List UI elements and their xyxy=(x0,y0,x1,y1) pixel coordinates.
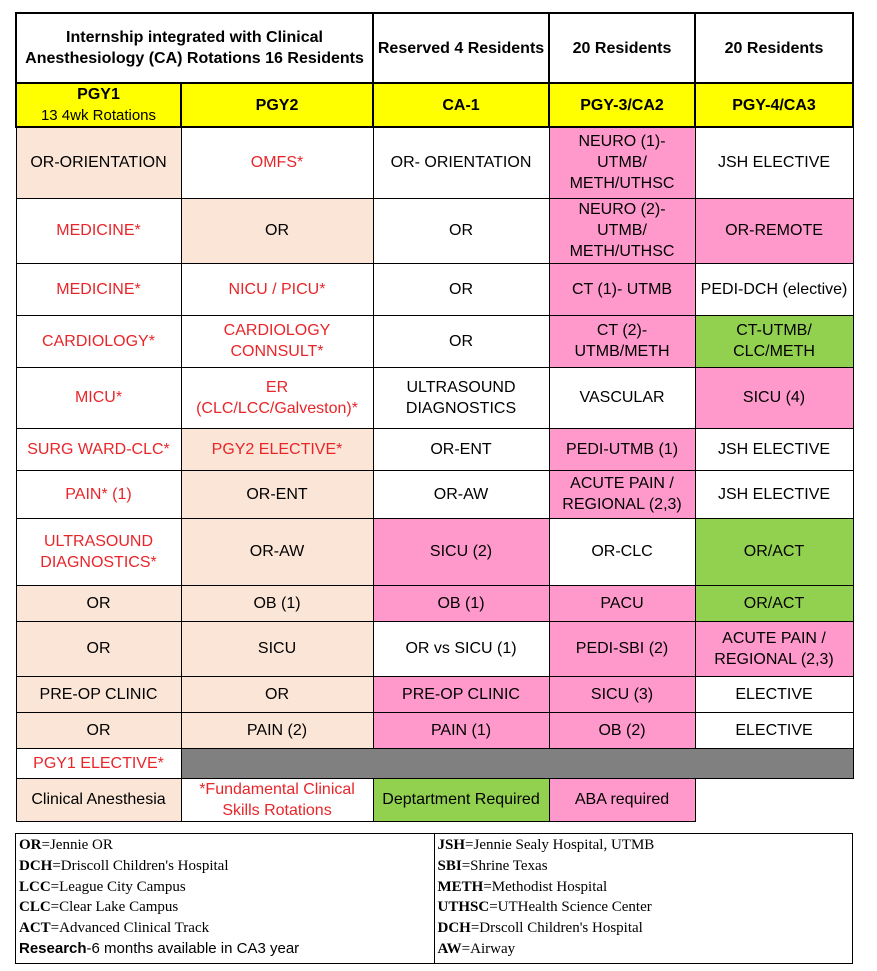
table-row xyxy=(16,263,853,315)
rotation-cell: OR/ACT xyxy=(695,585,853,621)
legend-item xyxy=(19,939,431,960)
rotation-cell: CARDIOLOGY* xyxy=(16,315,181,367)
rotation-cell: NEURO (1)- UTMB/ METH/UTHSC xyxy=(549,127,695,198)
table-row xyxy=(16,585,853,621)
rotation-cell: SICU (3) xyxy=(549,676,695,712)
legend-abbr: OR xyxy=(19,837,42,853)
pgy1-elective-cell: PGY1 ELECTIVE* xyxy=(16,748,181,778)
legend-left-column xyxy=(16,834,434,963)
legend-item xyxy=(438,897,850,918)
legend-item xyxy=(19,918,431,939)
rotation-cell: OR-REMOTE xyxy=(695,198,853,263)
rotation-cell: OR xyxy=(373,198,549,263)
year-row xyxy=(16,83,853,127)
color-key-row xyxy=(16,778,853,821)
legend-item xyxy=(19,856,431,877)
rotation-cell: OR xyxy=(373,315,549,367)
key-fundamental-skills: *Fundamental Clinical Skills Rotations xyxy=(181,778,373,821)
rotation-cell: ER (CLC/LCC/Galveston)* xyxy=(181,367,373,428)
legend-abbr: AW xyxy=(437,940,462,957)
legend-abbr: LCC xyxy=(19,878,51,895)
rotation-cell: PAIN (2) xyxy=(181,712,373,748)
legend-text: =Jennie OR xyxy=(41,837,113,853)
legend-text: =Jennie Sealy Hospital, UTMB xyxy=(465,837,655,853)
abbreviation-legend xyxy=(15,833,853,964)
legend-text: -6 months available in CA3 year xyxy=(86,939,300,957)
legend-item xyxy=(438,835,850,856)
rotation-cell: SURG WARD-CLC* xyxy=(16,428,181,470)
table-row xyxy=(16,712,853,748)
empty-cell xyxy=(695,778,853,821)
key-department-required: Deptartment Required xyxy=(373,778,549,821)
table-row xyxy=(16,198,853,263)
rotation-cell: SICU xyxy=(181,621,373,676)
table-row xyxy=(16,676,853,712)
rotation-cell: JSH ELECTIVE xyxy=(695,127,853,198)
rotation-cell: CT (1)- UTMB xyxy=(549,263,695,315)
legend-text: =Shrine Texas xyxy=(461,857,548,874)
rotation-cell: OB (1) xyxy=(181,585,373,621)
rotation-cell: PAIN* (1) xyxy=(16,470,181,518)
legend-text: =Drscoll Children's Hospital xyxy=(470,920,643,937)
year-ca3: PGY-4/CA3 xyxy=(695,83,853,127)
rotation-cell: OR-ENT xyxy=(181,470,373,518)
rotation-cell: SICU (2) xyxy=(373,518,549,585)
rotation-cell: OR xyxy=(16,621,181,676)
legend-text: =League City Campus xyxy=(50,878,186,895)
rotation-cell: ACUTE PAIN / REGIONAL (2,3) xyxy=(695,621,853,676)
header-row xyxy=(16,13,853,83)
blank-gray-bar xyxy=(181,748,853,778)
key-clinical-anesthesia: Clinical Anesthesia xyxy=(16,778,181,821)
elective-row xyxy=(16,748,853,778)
year-pgy1-label: PGY1 xyxy=(77,86,120,103)
year-ca2: PGY-3/CA2 xyxy=(549,83,695,127)
rotation-cell: OR xyxy=(181,676,373,712)
legend-item xyxy=(438,939,850,960)
rotation-cell: JSH ELECTIVE xyxy=(695,470,853,518)
year-pgy1-sub: 13 4wk Rotations xyxy=(40,107,157,124)
rotation-cell: ULTRASOUND DIAGNOSTICS* xyxy=(16,518,181,585)
legend-item xyxy=(19,897,431,918)
rotation-cell: PRE-OP CLINIC xyxy=(16,676,181,712)
legend-text: =Airway xyxy=(461,940,516,957)
rotation-cell: MEDICINE* xyxy=(16,263,181,315)
rotation-cell: PRE-OP CLINIC xyxy=(373,676,549,712)
legend-text: =Clear Lake Campus xyxy=(50,899,179,916)
rotation-cell: MICU* xyxy=(16,367,181,428)
rotation-cell: OR-AW xyxy=(373,470,549,518)
legend-abbr: SBI xyxy=(437,857,462,874)
legend-abbr: ACT xyxy=(19,920,51,937)
rotation-cell: SICU (4) xyxy=(695,367,853,428)
rotation-cell: NEURO (2)- UTMB/ METH/UTHSC xyxy=(549,198,695,263)
header-ca2-count: 20 Residents xyxy=(549,13,695,83)
rotation-cell: OR/ACT xyxy=(695,518,853,585)
table-row xyxy=(16,428,853,470)
rotation-cell: PEDI-SBI (2) xyxy=(549,621,695,676)
rotation-cell: PGY2 ELECTIVE* xyxy=(181,428,373,470)
rotation-cell: OR xyxy=(16,712,181,748)
rotation-cell: ACUTE PAIN / REGIONAL (2,3) xyxy=(549,470,695,518)
year-pgy1 xyxy=(16,83,181,127)
rotation-cell: CARDIOLOGY CONNSULT* xyxy=(181,315,373,367)
rotation-cell: NICU / PICU* xyxy=(181,263,373,315)
legend-abbr: CLC xyxy=(19,899,51,916)
header-internship: Internship integrated with Clinical Anesthesiology (CA) Rotations 16 Residents xyxy=(16,13,373,83)
rotation-cell: ELECTIVE xyxy=(695,712,853,748)
header-reserved: Reserved 4 Residents xyxy=(373,13,549,83)
rotation-cell: OR xyxy=(16,585,181,621)
table-row xyxy=(16,470,853,518)
legend-abbr: Research xyxy=(19,939,87,957)
legend-item xyxy=(19,877,431,898)
legend-right-column xyxy=(434,834,853,963)
rotation-cell: VASCULAR xyxy=(549,367,695,428)
legend-item xyxy=(19,835,431,856)
rotation-cell: ULTRASOUND DIAGNOSTICS xyxy=(373,367,549,428)
rotation-cell: OR- ORIENTATION xyxy=(373,127,549,198)
legend-item xyxy=(438,918,850,939)
legend-text: =Driscoll Children's Hospital xyxy=(52,857,229,874)
rotation-cell: PACU xyxy=(549,585,695,621)
rotation-cell: OR-CLC xyxy=(549,518,695,585)
year-ca1: CA-1 xyxy=(373,83,549,127)
header-ca3-count: 20 Residents xyxy=(695,13,853,83)
rotation-cell: OR xyxy=(181,198,373,263)
legend-abbr: UTHSC xyxy=(437,899,490,916)
legend-text: =Advanced Clinical Track xyxy=(50,920,210,937)
rotation-cell: OB (2) xyxy=(549,712,695,748)
legend-text: =Methodist Hospital xyxy=(483,878,608,895)
year-pgy2: PGY2 xyxy=(181,83,373,127)
table-row xyxy=(16,518,853,585)
rotation-cell: CT (2)- UTMB/METH xyxy=(549,315,695,367)
legend-item xyxy=(438,856,850,877)
rotation-cell: PEDI-DCH (elective) xyxy=(695,263,853,315)
rotation-cell: OMFS* xyxy=(181,127,373,198)
rotation-cell: ELECTIVE xyxy=(695,676,853,712)
table-row xyxy=(16,315,853,367)
rotation-cell: OR vs SICU (1) xyxy=(373,621,549,676)
rotation-cell: PAIN (1) xyxy=(373,712,549,748)
rotation-cell: CT-UTMB/ CLC/METH xyxy=(695,315,853,367)
rotation-cell: OR-ORIENTATION xyxy=(16,127,181,198)
rotation-cell: OR xyxy=(373,263,549,315)
legend-item xyxy=(438,877,850,898)
rotation-cell: OR-AW xyxy=(181,518,373,585)
table-row xyxy=(16,367,853,428)
table-row xyxy=(16,127,853,198)
key-aba-required: ABA required xyxy=(549,778,695,821)
rotation-cell: OR-ENT xyxy=(373,428,549,470)
legend-abbr: METH xyxy=(437,878,484,895)
legend-abbr: JSH xyxy=(437,837,466,853)
rotation-table xyxy=(15,12,854,822)
rotation-cell: JSH ELECTIVE xyxy=(695,428,853,470)
table-row xyxy=(16,621,853,676)
legend-abbr: DCH xyxy=(437,920,471,937)
rotation-cell: OB (1) xyxy=(373,585,549,621)
legend-abbr: DCH xyxy=(19,857,53,874)
rotation-cell: PEDI-UTMB (1) xyxy=(549,428,695,470)
rotation-cell: MEDICINE* xyxy=(16,198,181,263)
legend-text: =UTHealth Science Center xyxy=(489,899,652,916)
